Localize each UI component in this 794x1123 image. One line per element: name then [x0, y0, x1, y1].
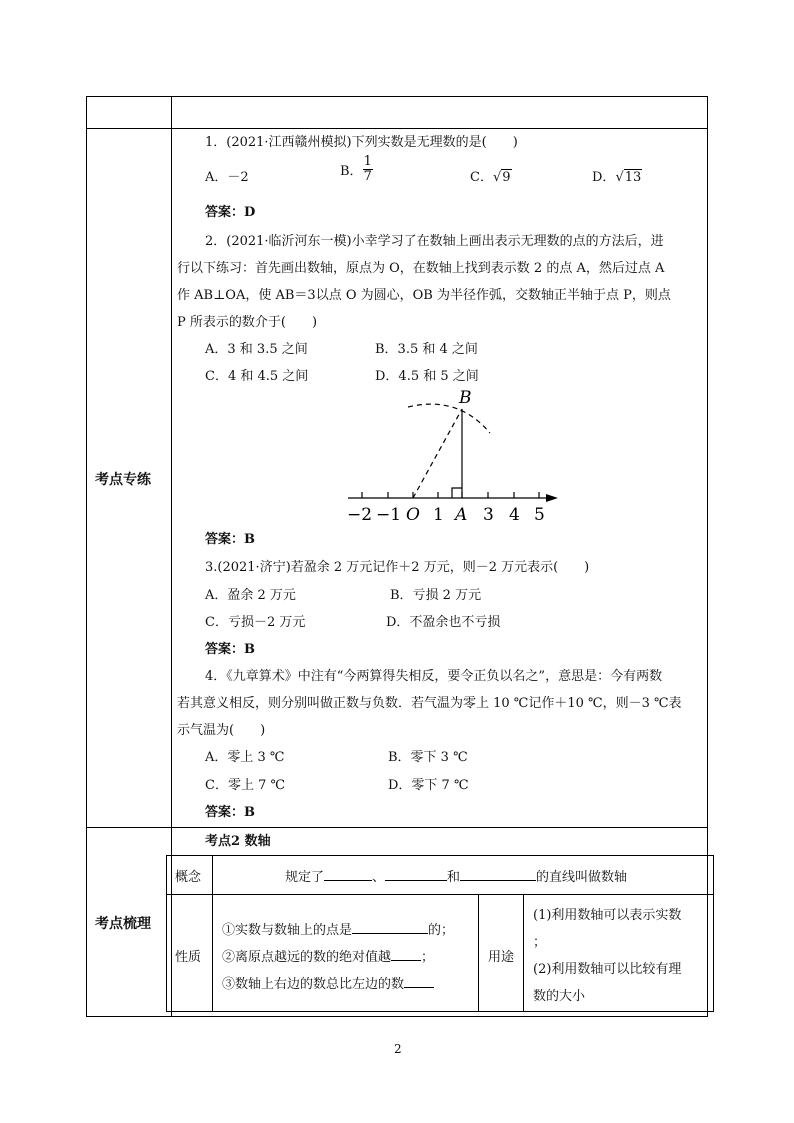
- tick-label: 3: [483, 505, 494, 525]
- page-number: 2: [394, 1042, 402, 1056]
- q1-stem: 1．(2021·江西赣州模拟)下列实数是无理数的是( ): [205, 135, 518, 150]
- concept-sep1: 、: [372, 870, 386, 885]
- q4-line-3: 示气温为( ): [177, 723, 266, 738]
- q2-option-a: A．3 和 3.5 之间: [205, 342, 308, 357]
- q4-answer: 答案：B: [205, 805, 255, 820]
- table-row-divider-1: [86, 128, 708, 129]
- inner-table-mid: [166, 894, 714, 895]
- radicand: 13: [624, 170, 642, 185]
- arc-dashed: [408, 404, 490, 433]
- label-point-b: B: [459, 388, 472, 408]
- fraction-denominator: 7: [363, 169, 372, 184]
- right-angle-mark: [452, 488, 462, 498]
- q4-option-b: B．零下 3 ℃: [388, 750, 468, 765]
- table-right-border: [707, 96, 708, 1017]
- q3-option-d: D．不盈余也不亏损: [386, 615, 501, 630]
- q4-option-d: D．零下 7 ℃: [388, 778, 469, 793]
- q2-line-1: 2．(2021·临沂河东一模)小幸学习了在数轴上画出表示无理数的点的方法后，进: [205, 234, 664, 249]
- blank-field[interactable]: [352, 921, 428, 934]
- table-top-border: [86, 96, 708, 97]
- q3-answer: 答案：B: [205, 642, 255, 657]
- sqrt-nine: √9: [492, 170, 511, 185]
- blank-field[interactable]: [460, 868, 536, 881]
- axis-ticks: [362, 492, 539, 498]
- q2-answer: 答案：B: [205, 532, 255, 547]
- tick-label: 1: [433, 505, 444, 525]
- blank-field[interactable]: [391, 948, 421, 961]
- q1-answer: 答案：D: [205, 205, 256, 220]
- practice-section-label: 考点专练: [95, 472, 151, 488]
- inner-table-col3: [523, 894, 524, 1012]
- tick-label: 5: [534, 505, 545, 525]
- property-1: [222, 919, 454, 938]
- radicand: 9: [502, 170, 511, 185]
- tick-labels: [347, 505, 545, 525]
- table-left-border: [86, 96, 87, 1017]
- q4-option-a: A．零上 3 ℃: [205, 750, 285, 765]
- use-label: 用途: [488, 950, 515, 965]
- q2-option-c: C．4 和 4.5 之间: [205, 369, 309, 384]
- inner-table-col1: [212, 855, 213, 1012]
- table-bottom-border: [86, 1016, 708, 1017]
- tick-label: A: [455, 505, 468, 525]
- prop3-prefix: ③数轴上右边的数总比左边的数: [222, 977, 405, 992]
- blank-field[interactable]: [324, 868, 372, 881]
- q4-line-2: 若其意义相反，则分别叫做正数与负数．若气温为零上 10 ℃记作＋10 ℃，则－3 ℃表: [177, 696, 682, 711]
- q3-option-a: A．盈余 2 万元: [205, 588, 296, 603]
- use-2-line-2: 数的大小: [533, 989, 586, 1004]
- q1-option-d-prefix: D．: [592, 170, 616, 185]
- q2-option-b: B．3.5 和 4 之间: [375, 342, 478, 357]
- q3-stem: 3.(2021·济宁)若盈余 2 万元记作＋2 万元，则－2 万元表示( ): [205, 560, 590, 575]
- q1-option-a: A．－2: [205, 170, 249, 185]
- inner-table-left: [166, 855, 167, 1012]
- q1-option-b-prefix: B．: [340, 164, 363, 179]
- table-col-divider: [171, 96, 172, 1017]
- q2-line-2: 行以下练习：首先画出数轴，原点为 O，在数轴上找到表示数 2 的点 A，然后过点 A: [177, 261, 665, 276]
- fraction-one-seventh: [363, 155, 373, 184]
- prop2-suffix: ；: [421, 950, 435, 965]
- fraction-numerator: 1: [363, 154, 372, 169]
- blank-field[interactable]: [385, 868, 447, 881]
- q1-option-d: [592, 166, 642, 185]
- q3-option-c: C．亏损－2 万元: [205, 615, 306, 630]
- use-1-line-2: ；: [533, 935, 547, 950]
- inner-table-top: [166, 855, 714, 856]
- prop1-suffix: 的；: [428, 923, 455, 938]
- sqrt-thirteen: √13: [615, 170, 642, 185]
- q4-line-1: 4．《九章算术》中注有“今两算得失相反，要令正负以名之”，意思是：今有两数: [205, 669, 663, 684]
- prop2-prefix: ②离原点越远的数的绝对值越: [222, 950, 392, 965]
- number-line-figure: [340, 385, 570, 525]
- concept-label: 概念: [175, 870, 202, 885]
- concept-sep2: 和: [447, 870, 461, 885]
- use-2-line-1: (2)利用数轴可以比较有理: [533, 962, 682, 977]
- q1-option-b: [340, 155, 373, 184]
- q1-option-c-prefix: C．: [470, 170, 493, 185]
- q3-option-b: B．亏损 2 万元: [390, 588, 482, 603]
- review-heading: 考点2 数轴: [205, 834, 271, 849]
- inner-table-right: [713, 855, 714, 1012]
- use-1-line-1: (1)利用数轴可以表示实数: [533, 908, 682, 923]
- property-2: [222, 946, 434, 965]
- q4-option-c: C．零上 7 ℃: [205, 778, 286, 793]
- segment-ob-dashed: [413, 409, 462, 498]
- inner-table-col2: [478, 894, 479, 1012]
- property-label: 性质: [175, 950, 202, 965]
- inner-table-bottom: [166, 1011, 714, 1012]
- property-3: [222, 973, 434, 992]
- q2-option-d: D．4.5 和 5 之间: [375, 369, 479, 384]
- q2-line-4: P 所表示的数介于( ): [177, 315, 318, 330]
- tick-label: 4: [509, 505, 520, 525]
- prop1-prefix: ①实数与数轴上的点是: [222, 923, 353, 938]
- tick-label: O: [406, 505, 420, 525]
- table-row-divider-2: [86, 827, 708, 828]
- q2-line-3: 作 AB⊥OA，使 AB＝3以点 O 为圆心，OB 为半径作弧，交数轴正半轴于点 P，则点: [177, 288, 671, 303]
- axis-arrow-icon: [546, 494, 558, 502]
- blank-field[interactable]: [404, 975, 434, 988]
- concept-suffix: 的直线叫做数轴: [536, 870, 628, 885]
- tick-label: −1: [376, 505, 402, 525]
- q1-option-c: [470, 166, 512, 185]
- concept-text: [285, 866, 627, 885]
- review-section-label: 考点梳理: [95, 916, 151, 932]
- tick-label: −2: [347, 505, 373, 525]
- concept-prefix: 规定了: [285, 870, 325, 885]
